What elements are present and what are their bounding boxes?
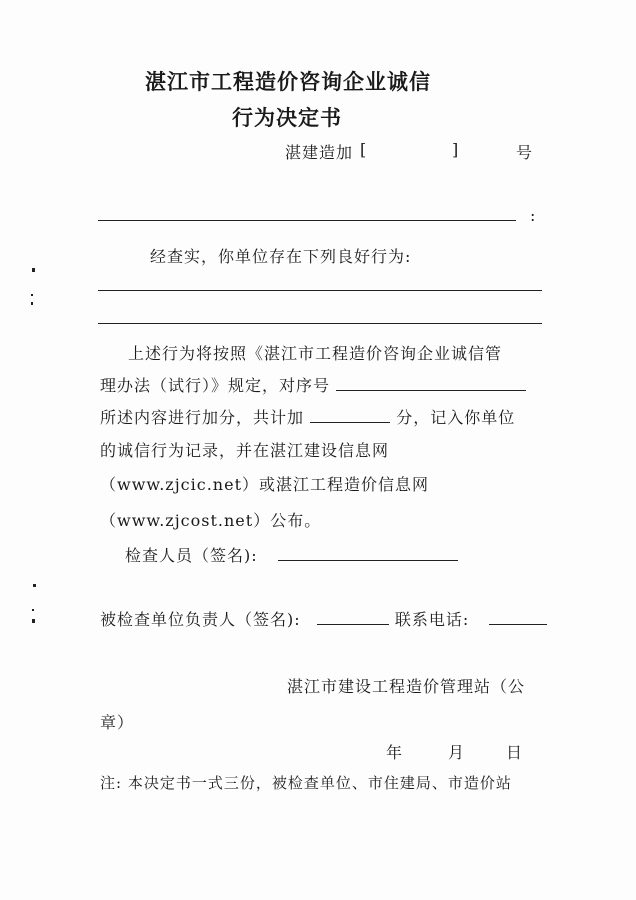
date-year: 年 [386, 743, 404, 762]
responsible-signature-blank[interactable] [317, 610, 389, 625]
phone-label: 联系电话: [394, 610, 470, 629]
scan-mark [33, 584, 36, 587]
scan-mark [32, 609, 34, 611]
para-line5: （www.zjcic.net）或湛江工程造价信息网 [100, 475, 429, 494]
date-month: 月 [448, 743, 466, 762]
document-title-line2: 行为决定书 [232, 105, 342, 130]
document-title-line1: 湛江市工程造价咨询企业诚信 [145, 69, 431, 94]
date-day: 日 [506, 743, 524, 762]
points-blank[interactable] [310, 408, 390, 423]
scan-mark [31, 294, 33, 296]
scan-mark [31, 302, 33, 305]
scan-mark [32, 268, 35, 272]
doc-number-prefix: 湛建造加 [285, 143, 354, 162]
responsible-signature-row [100, 607, 547, 630]
footer-note: 注: 本决定书一式三份，被检查单位、市住建局、市造价站 [100, 774, 512, 792]
inspector-signature-row [125, 543, 458, 566]
scan-mark [32, 619, 35, 623]
inspector-signature-blank[interactable] [278, 546, 458, 561]
doc-number-open-bracket: [ [360, 140, 368, 159]
para-line1: 上述行为将按照《湛江市工程造价咨询企业诚信管 [128, 344, 503, 363]
para-line3-text-b: 分，记入你单位 [396, 408, 516, 427]
finding-blank-line-2[interactable] [98, 323, 542, 324]
inspector-label: 检查人员（签名): [125, 546, 258, 565]
para-line3 [100, 405, 515, 428]
issuer-line2: 章） [100, 713, 135, 732]
issuer-line1: 湛江市建设工程造价管理站（公 [287, 677, 526, 696]
para-line4: 的诚信行为记录，并在湛江建设信息网 [100, 441, 390, 460]
recipient-colon: : [530, 206, 537, 225]
finding-statement: 经查实，你单位存在下列良好行为: [150, 247, 412, 266]
para-line3-text-a: 所述内容进行加分，共计加 [100, 408, 305, 427]
para-line6: （www.zjcost.net）公布。 [100, 511, 322, 530]
serial-number-blank[interactable] [336, 376, 526, 391]
para-line2-text: 理办法（试行）》规定，对序号 [100, 376, 331, 395]
doc-number-suffix: 号 [516, 143, 534, 162]
recipient-blank-line[interactable] [98, 220, 516, 221]
responsible-label: 被检查单位负责人（签名): [100, 610, 301, 629]
phone-blank[interactable] [489, 610, 547, 625]
doc-number-close-bracket: ] [452, 140, 460, 159]
finding-blank-line-1[interactable] [98, 290, 542, 291]
para-line2 [100, 373, 526, 396]
